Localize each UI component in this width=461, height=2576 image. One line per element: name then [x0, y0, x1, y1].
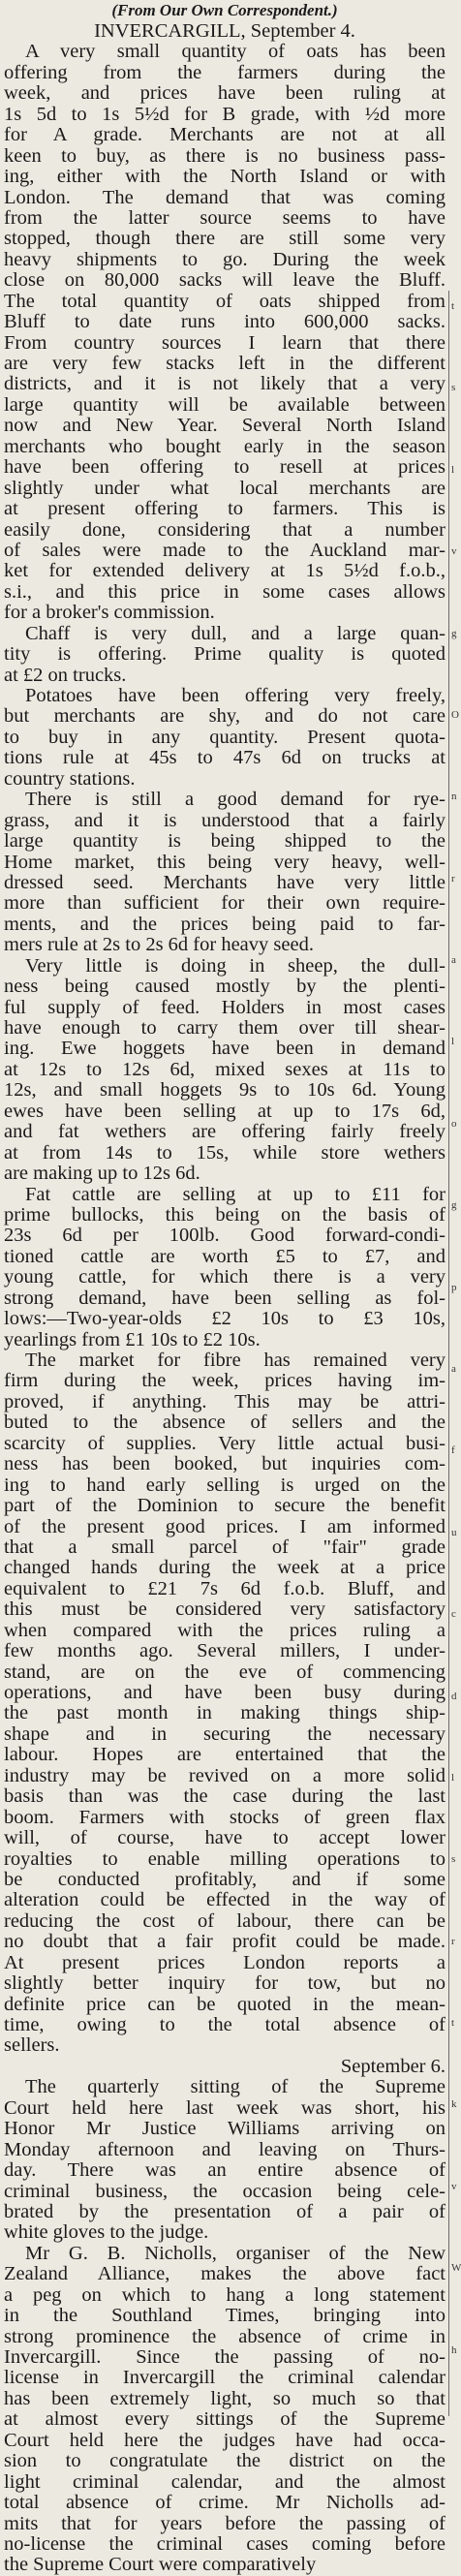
paragraph — [4, 2244, 446, 2576]
text-line: scarcity of supplies. Very little actual busi- — [4, 1432, 446, 1454]
gutter-fragment: s — [451, 382, 456, 393]
text-line: close on 80,000 sacks will leave the Bluff. — [4, 269, 446, 292]
text-line: part of the Dominion to secure the benefit — [4, 1495, 446, 1517]
gutter-fragment: g — [451, 1199, 457, 1211]
text-line: Bluff to date runs into 600,000 sacks. — [4, 311, 446, 333]
adjacent-column-edge — [447, 291, 459, 2416]
text-line: large quantity will be available between — [4, 393, 446, 416]
text-line: for a broker's commission. — [4, 602, 215, 624]
gutter-fragment: r — [451, 1936, 455, 1947]
text-line: Mr G. B. Nicholls, organiser of the New — [25, 2242, 446, 2264]
text-line: at present offering to farmers. This is — [4, 498, 446, 520]
text-line: A very small quantity of oats has been — [25, 41, 446, 63]
gutter-fragment: v — [451, 545, 457, 557]
text-line: will, of course, have to accept lower — [4, 1827, 446, 1849]
text-line: of sales were made to the Auckland mar- — [4, 539, 446, 561]
text-line: easily done, considering that a number — [4, 518, 446, 541]
text-line: ing. Ewe hoggets have been in demand — [4, 1038, 446, 1060]
text-line: operations, and have been busy during — [4, 1682, 446, 1703]
text-line: keen to buy, as there is no business pass- — [4, 144, 446, 167]
dateline — [4, 2057, 446, 2077]
text-line: Chaff is very dull, and a large quan- — [25, 622, 446, 644]
text-line: September 6. — [340, 2055, 446, 2077]
text-line: have enough to carry them over till shear- — [4, 1017, 446, 1039]
text-line: large quantity is being shipped to the — [4, 830, 446, 853]
text-line: time, owing to the total absence of — [4, 2014, 446, 2035]
text-line: definite price can be quoted in the mean- — [4, 1993, 446, 2015]
text-line: at £2 on trucks. — [4, 664, 127, 686]
gutter-fragment: o — [451, 1118, 457, 1130]
text-line: are making up to 12s 6d. — [4, 1163, 200, 1185]
gutter-fragment: a — [451, 1363, 456, 1375]
text-line: young cattle, for which there is a very — [4, 1266, 446, 1288]
text-line: lows:—Two-year-olds £2 10s to £3 10s, — [4, 1308, 446, 1330]
text-line: Court held here last week was short, his — [4, 2096, 446, 2119]
gutter-fragment: n — [451, 791, 457, 802]
text-line: The quarterly sitting of the Supreme — [25, 2076, 446, 2098]
text-line: proved, if anything. This may be attri- — [4, 1390, 446, 1412]
text-line: yearlings from £1 10s to £2 10s. — [4, 1328, 261, 1350]
text-line: from the latter source seems to have — [4, 206, 446, 229]
text-line: ness being caused mostly by the plenti- — [4, 976, 446, 998]
text-line: at almost every sittings of the Supreme — [4, 2408, 446, 2431]
text-line: The market for fibre has remained very — [25, 1350, 446, 1371]
text-line: brated by the presentation of a pair of — [4, 2200, 446, 2222]
text-line: tity is offering. Prime quality is quoted — [4, 643, 446, 666]
text-line: ing to hand early selling is urged on the — [4, 1474, 446, 1496]
paragraph — [4, 1185, 446, 1351]
text-line: mers rule at 2s to 2s 6d for heavy seed. — [4, 934, 314, 956]
text-line: slightly better inquiry for tow, but no — [4, 1972, 446, 1995]
text-line: but merchants are shy, and do not care — [4, 705, 446, 728]
text-line: white gloves to the judge. — [4, 2221, 209, 2244]
text-line: be conducted profitably, and if some — [4, 1868, 446, 1890]
text-line: when compared with the prices ruling a — [4, 1619, 446, 1641]
text-line: no-license the criminal cases coming before — [4, 2532, 446, 2555]
article-column — [4, 0, 446, 2576]
text-line: industry may be revived on a more solid — [4, 1764, 446, 1786]
text-line: that a small parcel of "fair" grade — [4, 1536, 446, 1558]
text-line: to buy in any quantity. Present quota- — [4, 726, 446, 748]
text-line: now and New Year. Several North Island — [4, 415, 446, 437]
text-line: few months ago. Several millers, I under- — [4, 1640, 446, 1662]
text-line: tions rule at 45s to 47s 6d on trucks at — [4, 747, 446, 769]
text-line: mits that for years before the passing of — [4, 2512, 446, 2534]
text-line: total absence of crime. Mr Nicholls ad- — [4, 2492, 446, 2514]
correspondent-header: (From Our Own Correspondent.) — [111, 1, 338, 19]
paragraph — [4, 956, 446, 1185]
text-line: merchants who bought early in the season — [4, 435, 446, 457]
dateline — [4, 21, 446, 42]
text-line: strong prominence the absence of crime in — [4, 2325, 446, 2347]
text-line: Home market, this being very heavy, well- — [4, 851, 446, 873]
text-line: no doubt that a fair profit could be made. — [4, 1931, 446, 1953]
text-line: light criminal calendar, and the almost — [4, 2470, 446, 2493]
text-line: this must be considered very satisfactory — [4, 1598, 446, 1621]
gutter-fragment: l — [451, 1036, 455, 1047]
text-line: for A grade. Merchants are not at all — [4, 124, 446, 146]
text-line: the past month in making things ship- — [4, 1702, 446, 1724]
text-line: day. There was an entire absence of — [4, 2159, 446, 2182]
text-line: At present prices London reports a — [4, 1951, 446, 1973]
gutter-fragment: p — [451, 1282, 457, 1293]
text-line: the Supreme Court were comparatively — [4, 2554, 317, 2576]
paragraph — [4, 42, 446, 623]
paragraph — [4, 790, 446, 956]
text-line: The total quantity of oats shipped from — [4, 290, 446, 312]
text-line: 1s 5d to 1s 5½d for B grade, with ½d more — [4, 103, 446, 125]
text-line: ments, and the prices being paid to far- — [4, 913, 446, 935]
text-line: prime bullocks, this being on the basis of — [4, 1203, 446, 1226]
text-line: labour. Hopes are entertained that the — [4, 1744, 446, 1766]
gutter-fragment: k — [451, 2098, 457, 2110]
article-body — [4, 21, 446, 2576]
text-line: criminal business, the occasion being cele- — [4, 2180, 446, 2202]
text-line: heavy shipments to go. During the week — [4, 248, 446, 270]
text-line: reducing the cost of labour, there can be — [4, 1909, 446, 1932]
gutter-fragment: s — [451, 1853, 456, 1865]
text-line: slightly under what local merchants are — [4, 477, 446, 499]
text-line: more than sufficient for their own require- — [4, 892, 446, 915]
text-line: country stations. — [4, 767, 136, 790]
text-line: have been offering to resell at prices — [4, 456, 446, 479]
text-line: alteration could be effected in the way of — [4, 1889, 446, 1911]
paragraph — [4, 686, 446, 790]
text-line: firm during the week, prices having im- — [4, 1370, 446, 1392]
text-line: From country sources I learn that there — [4, 331, 446, 354]
gutter-fragment: a — [451, 954, 456, 966]
text-line: buted to the absence of sellers and the — [4, 1412, 446, 1434]
text-line: has been extremely light, so much so that — [4, 2387, 446, 2409]
gutter-fragment: t — [451, 2017, 455, 2029]
text-line: offering from the farmers during the — [4, 61, 446, 83]
text-line: There is still a good demand for rye- — [25, 789, 446, 811]
text-line: week, and prices have been ruling at — [4, 82, 446, 105]
gutter-fragment: v — [451, 2181, 457, 2192]
text-line: stand, are on the eve of commencing — [4, 1660, 446, 1683]
text-line: Invercargill. Since the passing of no- — [4, 2346, 446, 2368]
gutter-fragment: t — [451, 300, 455, 312]
text-line: ing, either with the North Island or with — [4, 166, 446, 188]
gutter-fragment: r — [451, 873, 455, 885]
text-line: Monday afternoon and leaving on Thurs- — [4, 2138, 446, 2160]
text-line: 12s, and small hoggets 9s to 10s 6d. Young — [4, 1079, 446, 1102]
text-line: are very few stacks left in the different — [4, 353, 446, 374]
gutter-fragment: l — [451, 1772, 455, 1784]
column-rule — [448, 291, 449, 2416]
paragraph — [4, 1350, 446, 2057]
text-line: s.i., and this price in some cases allows — [4, 580, 446, 603]
gutter-fragment: d — [451, 1691, 457, 1702]
text-line: license in Invercargill the criminal calendar — [4, 2367, 446, 2389]
text-line: shape and in securing the necessary — [4, 1723, 446, 1745]
text-line: equivalent to £21 7s 6d f.o.b. Bluff, and — [4, 1577, 446, 1599]
text-line: dressed seed. Merchants have very little — [4, 871, 446, 893]
paragraph — [4, 2077, 446, 2244]
text-line: INVERCARGILL, September 4. — [94, 20, 355, 42]
text-line: boom. Farmers with stocks of green flax — [4, 1806, 446, 1828]
text-line: 23s 6d per 100lb. Good forward-condi- — [4, 1225, 446, 1247]
text-line: Fat cattle are selling at up to £11 for — [25, 1183, 446, 1205]
text-line: ful supply of feed. Holders in most cases — [4, 996, 446, 1018]
gutter-fragment: W — [451, 2262, 461, 2274]
text-line: sion to congratulate the district on the — [4, 2450, 446, 2472]
text-line: stopped, though there are still some very — [4, 228, 446, 250]
text-line: tioned cattle are worth £5 to £7, and — [4, 1245, 446, 1267]
text-line: basis than was the case during the last — [4, 1785, 446, 1808]
text-line: in the Southland Times, bringing into — [4, 2305, 446, 2327]
text-line: ket for extended delivery at 1s 5½d f.o.b., — [4, 560, 446, 582]
gutter-fragment: h — [451, 2344, 457, 2356]
text-line: Zealand Alliance, makes the above fact — [4, 2263, 446, 2285]
text-line: Very little is doing in sheep, the dull- — [25, 954, 446, 977]
text-line: ewes have been selling at up to 17s 6d, — [4, 1100, 446, 1122]
text-line: at from 14s to 15s, while store wethers — [4, 1141, 446, 1164]
text-line: Honor Mr Justice Williams arriving on — [4, 2118, 446, 2140]
gutter-fragment: g — [451, 628, 457, 639]
gutter-fragment: O — [451, 709, 459, 721]
text-line: and fat wethers are offering fairly freely — [4, 1121, 446, 1143]
text-line: strong demand, have been selling as fol- — [4, 1287, 446, 1309]
text-line: a peg on which to hang a long statement — [4, 2283, 446, 2306]
gutter-fragment: c — [451, 1608, 456, 1620]
text-line: grass, and it is understood that a fairly — [4, 809, 446, 831]
text-line: sellers. — [4, 2034, 60, 2057]
text-line: London. The demand that was coming — [4, 186, 446, 208]
text-line: at 12s to 12s 6d, mixed sexes at 11s to — [4, 1058, 446, 1080]
text-line: royalties to enable milling operations to — [4, 1847, 446, 1870]
gutter-fragment: f — [451, 1444, 455, 1456]
paragraph — [4, 624, 446, 686]
gutter-fragment: l — [451, 464, 455, 476]
text-line: changed hands during the week at a price — [4, 1557, 446, 1579]
text-line: Potatoes have been offering very freely, — [25, 685, 446, 706]
text-line: districts, and it is not likely that a very — [4, 373, 446, 395]
text-line: of the present good prices. I am informed — [4, 1515, 446, 1537]
gutter-fragment: u — [451, 1527, 457, 1538]
text-line: ness has been booked, but inquiries com- — [4, 1453, 446, 1475]
text-line: Court held here the judges have had occa- — [4, 2429, 446, 2451]
